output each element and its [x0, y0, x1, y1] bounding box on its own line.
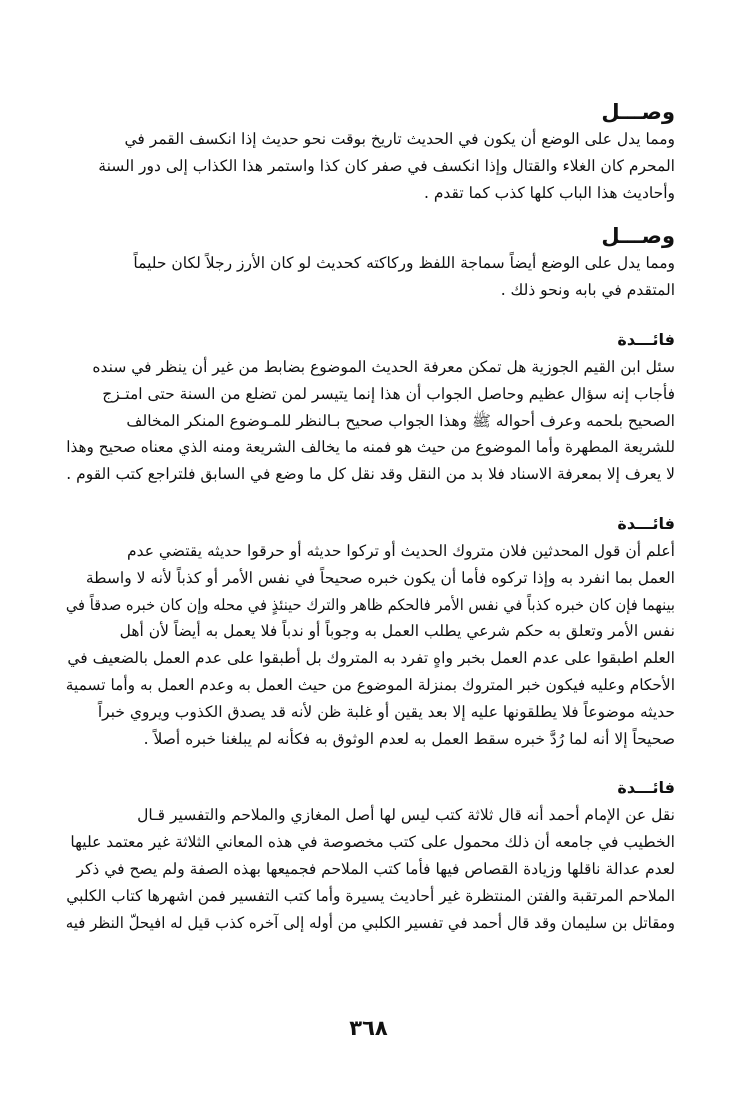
text-line: العلم اطبقوا على عدم العمل بخبر واهٍ تفرد به المتروك بل أطبقوا على عدم العمل بالضعيف في — [67, 649, 675, 668]
section-heading: وصـــل — [601, 224, 675, 249]
section-body — [66, 250, 675, 304]
text-line: العمل بما انفرد به وإذا تركوه فأما أن يكون خبره صحيحاً في نفس الأمر أو كذباً لأنه لا واسطة — [85, 568, 675, 587]
text-line: بينهما فإن كان خبره كذباً في نفس الأمر فالحكم ظاهر والترك حينئذٍ في محله وإن كان خبره صدقاً في — [65, 595, 675, 614]
text-line: نفس الأمر وتعلق به حكم شرعي يطلب العمل به وجوباً أو ندباً فلا يعمل به أيضاً لأن أهل — [119, 622, 675, 641]
text-line: ومما يدل على الوضع أيضاً سماجة اللفظ وركاكته كحديث لو كان الأرز رجلاً لكان حليماً — [133, 254, 675, 273]
text-line: ومقاتل بن سليمان وقد قال أحمد في تفسير الكلبي من أوله إلى آخره كذب قيل له افيحلّ النظر فيه — [65, 913, 675, 932]
page-number: ٣٦٨ — [349, 1016, 388, 1040]
section-body — [66, 354, 675, 488]
section-wasl-date — [66, 98, 675, 206]
section-heading: فائـــدة — [617, 513, 675, 533]
text-line: لعدم عدالة ناقلها وزيادة القصاص فيها فأما كتب الملاحم فجميعها بهذه الصفة ولم يصح في ذكر — [76, 859, 675, 878]
section-heading: فائـــدة — [617, 329, 675, 349]
section-body — [66, 538, 675, 752]
text-line: حديثه موضوعاً فلا يطلقونها عليه إلا بعد يقين أو غلبة ظن لأنه قد يصدق الكذوب ويروي خبراً — [97, 702, 675, 721]
section-faida-ahmad — [66, 774, 675, 936]
text-line: المحرم كان الغلاء والقتال وإذا انكسف في صفر كان كذا واستمر هذا الكذاب إلى دور السنة — [98, 156, 675, 175]
text-line: للشريعة المطهرة وأما الموضوع من حيث هو فمنه ما يخالف الشريعة ومنه الذي معناه صحيح وهذا — [66, 438, 676, 457]
text-line: ومما يدل على الوضع أن يكون في الحديث تاريخ بوقت نحو حديث إذا انكسف القمر في — [124, 130, 675, 148]
section-faida-matruk — [66, 510, 675, 752]
section-heading: فائـــدة — [617, 778, 675, 798]
text-line: الخطيب في جامعه أن ذلك محمول على كتب مخصوصة في هذه المعاني الثلاثة غير معتمد عليها — [70, 833, 675, 852]
text-line: لا يعرف إلا بمعرفة الاسناد فلا بد من النقل وقد نقل كل ما وضع في السابق فلتراجع كتب القوم . — [66, 465, 675, 484]
text-line: الأحكام وعليه فيكون خبر المتروك بمنزلة الموضوع من حيث العمل به وعدم العمل به وأما تسمية — [65, 675, 676, 694]
text-line: سئل ابن القيم الجوزية هل تمكن معرفة الحديث الموضوع بضابط من غير أن ينظر في سنده — [92, 357, 675, 376]
section-body — [66, 126, 675, 206]
text-line: نقل عن الإمام أحمد أنه قال ثلاثة كتب ليس لها أصل المغازي والملاحم والتفسير قـال — [137, 806, 675, 825]
section-wasl-wording — [66, 222, 675, 304]
text-line: الصحيح بلحمه وعرف أحواله ﷺ وهذا الجواب صحيح بـالنظر للمـوضوع المنكر المخالف — [126, 411, 675, 430]
text-line: وأحاديث هذا الباب كلها كذب كما تقدم . — [423, 183, 675, 202]
text-line: المتقدم في بابه ونحو ذلك . — [500, 281, 675, 300]
text-line: الملاحم المرتقبة والفتن المنتظرة غير أحاديث يسيرة وأما كتب التفسير فمن اشهرها كتاب الكلبي — [66, 886, 676, 905]
section-body — [66, 802, 675, 936]
text-line: أعلم أن قول المحدثين فلان متروك الحديث أو تركوا حديثه أو حرقوا حديثه يقتضي عدم — [126, 541, 675, 560]
text-line: فأجاب إنه سؤال عظيم وحاصل الجواب أن هذا إنما يتيسر لمن تضلع من السنة حتى امتـزج — [102, 384, 675, 403]
section-faida-ibn-qayyim — [66, 326, 675, 488]
section-heading: وصـــل — [601, 100, 675, 124]
text-line: صحيحاً إلا أنه لما رُدَّ خبره سقط العمل به لعدم الوثوق به فكأنه لم يبلغنا خبره أصلاً . — [143, 729, 675, 748]
